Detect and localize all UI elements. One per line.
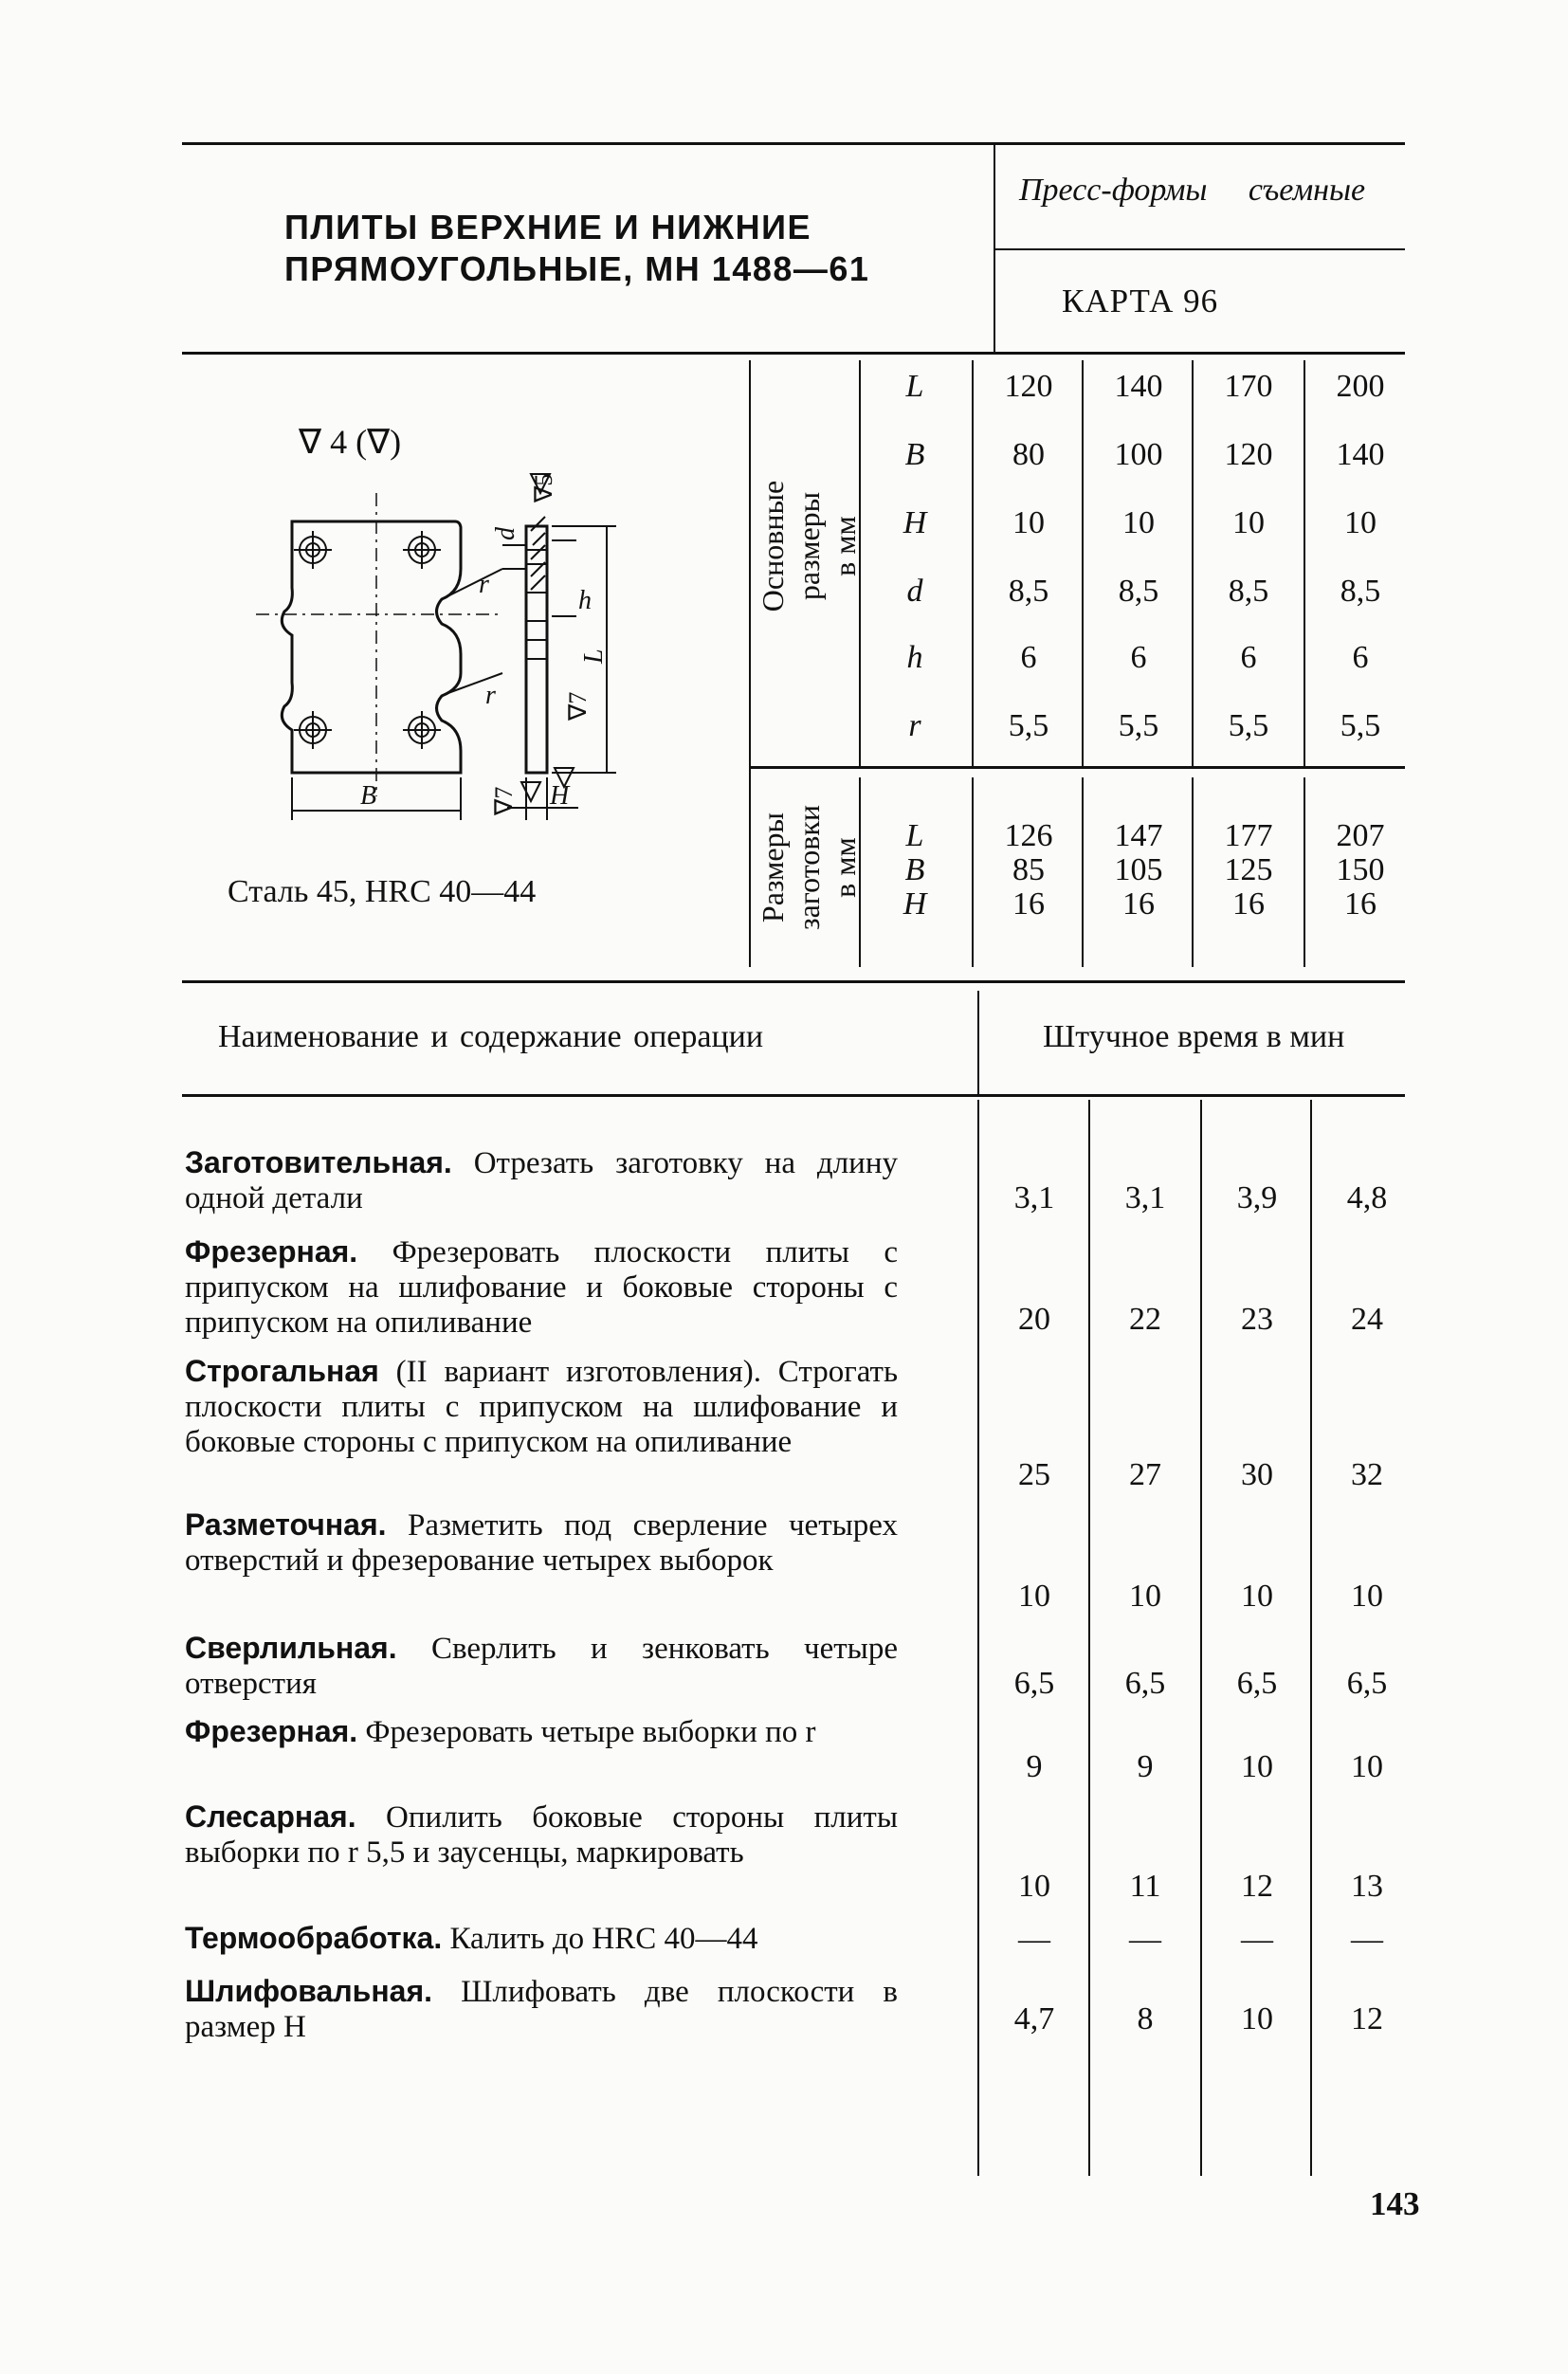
- operation-text: Разметить под сверление четырех отверстий и фрезерование четырех выборок: [185, 1508, 898, 1578]
- operation-name: Сверлильная.: [185, 1631, 397, 1665]
- operation-time: 10: [1241, 2001, 1273, 2036]
- dim-table-separator: [749, 766, 1405, 769]
- blank-table-col2-rule: [1082, 777, 1084, 967]
- operation-time: 32: [1351, 1457, 1383, 1492]
- ops-header-right: Штучное время в мин: [1043, 1019, 1345, 1054]
- blank-value: 177: [1224, 818, 1273, 853]
- operation-time: 27: [1129, 1457, 1161, 1492]
- page-title: [284, 207, 891, 290]
- ops-header-divider: [977, 991, 979, 1095]
- dim-value: 5,5: [1228, 708, 1269, 743]
- operation-time: 10: [1018, 1869, 1050, 1904]
- blank-value: 125: [1224, 852, 1273, 887]
- operation-description: [185, 1507, 898, 1579]
- operation-time: 10: [1241, 1749, 1273, 1784]
- dim-value: 100: [1114, 437, 1163, 472]
- ops-col-rule-4: [1310, 1100, 1312, 2176]
- blank-table-col3-rule: [1192, 777, 1194, 967]
- dim-value: 140: [1114, 369, 1163, 404]
- card-label: КАРТА 96: [1062, 283, 1219, 320]
- header-divider-horizontal: [995, 248, 1405, 250]
- operation-time: 12: [1351, 2001, 1383, 2036]
- dim-table-col4-rule: [1304, 360, 1305, 766]
- operation-text: Калить до HRC 40—44: [442, 1922, 758, 1956]
- ops-col-rule-2: [1088, 1100, 1090, 2176]
- dim-group-label-3: в мм: [828, 516, 862, 576]
- dim-value: 10: [1012, 505, 1045, 540]
- operation-time: 30: [1241, 1457, 1273, 1492]
- operation-time: 10: [1018, 1579, 1050, 1614]
- operation-time: 9: [1026, 1749, 1043, 1784]
- dim-value: 8,5: [1340, 574, 1381, 609]
- dim-value: 10: [1122, 505, 1155, 540]
- operation-time: 6,5: [1236, 1666, 1278, 1701]
- roughness-delta7-bottom: ∇7: [490, 786, 518, 815]
- dim-symbol: H: [903, 505, 927, 540]
- operation-time: 23: [1241, 1302, 1273, 1337]
- operation-name: Фрезерная.: [185, 1234, 358, 1269]
- roughness-mark: ∇ 4 (∇): [299, 423, 402, 461]
- blank-group-label-3: в мм: [828, 837, 862, 898]
- operation-time: 13: [1351, 1869, 1383, 1904]
- roughness-delta5: ∇5: [530, 473, 557, 502]
- operation-name: Заготовительная.: [185, 1145, 452, 1179]
- dim-symbol: d: [906, 574, 923, 609]
- dim-group-label-1: Основные: [756, 480, 790, 612]
- operation-time: —: [1129, 1922, 1161, 1957]
- operation-time: 3,9: [1236, 1180, 1278, 1215]
- dim-value: 80: [1012, 437, 1045, 472]
- dim-label-r2: r: [485, 681, 496, 710]
- dim-value: 5,5: [1340, 708, 1381, 743]
- operation-text: Фрезеровать четыре выборки по r: [357, 1715, 816, 1749]
- ops-header-left: Наименование и содержание операции: [218, 1019, 764, 1054]
- blank-value: 150: [1336, 852, 1385, 887]
- operation-name: Фрезерная.: [185, 1714, 358, 1748]
- operation-time: 25: [1018, 1457, 1050, 1492]
- operation-description: [185, 1974, 898, 2045]
- blank-group-label-1: Размеры: [756, 812, 790, 923]
- blank-value: 85: [1012, 852, 1045, 887]
- operation-time: —: [1351, 1922, 1383, 1957]
- blank-value: 16: [1232, 886, 1265, 922]
- dim-table-col1-rule: [972, 360, 974, 766]
- operation-text: Фрезеровать плоскости плиты с припуском на шлифование и боковые стороны с припуском на опиливание: [185, 1235, 898, 1340]
- operation-description: [185, 1714, 898, 1750]
- title-line-2: ПРЯМОУГОЛЬНЫЕ, МН 1488—61: [284, 249, 870, 288]
- operation-time: 6,5: [1346, 1666, 1388, 1701]
- dim-symbol: r: [908, 708, 921, 743]
- dim-value: 10: [1232, 505, 1265, 540]
- operation-time: 20: [1018, 1302, 1050, 1337]
- dim-value: 5,5: [1008, 708, 1049, 743]
- category-label: Пресс-формы съемные: [1019, 173, 1366, 208]
- dim-value: 6: [1240, 640, 1257, 675]
- operation-name: Термообработка.: [185, 1921, 443, 1955]
- dim-label-L: L: [579, 648, 609, 664]
- operation-time: 22: [1129, 1302, 1161, 1337]
- operation-description: [185, 1145, 898, 1216]
- operation-time: 10: [1351, 1579, 1383, 1614]
- dim-value: 6: [1130, 640, 1147, 675]
- dim-table-col3-rule: [1192, 360, 1194, 766]
- operation-description: [185, 1799, 898, 1871]
- blank-group-label-2: заготовки: [792, 804, 826, 931]
- blank-value: 207: [1336, 818, 1385, 853]
- operation-name: Строгальная: [185, 1354, 379, 1388]
- blank-value: 147: [1114, 818, 1163, 853]
- operation-text: (II вариант изготовления). Строгать плоскости плиты с припуском на шлифование и боковые стороны с припуском на опиливание: [185, 1355, 898, 1459]
- blank-table-col4-rule: [1304, 777, 1305, 967]
- dim-value: 200: [1336, 369, 1385, 404]
- operation-time: 9: [1137, 1749, 1154, 1784]
- dim-value: 8,5: [1228, 574, 1269, 609]
- operation-time: 10: [1351, 1749, 1383, 1784]
- dim-value: 8,5: [1118, 574, 1159, 609]
- title-line-1: ПЛИТЫ ВЕРХНИЕ И НИЖНИЕ: [284, 208, 811, 247]
- operation-description: [185, 1921, 898, 1957]
- blank-value: 126: [1004, 818, 1053, 853]
- operation-time: 4,8: [1346, 1180, 1388, 1215]
- blank-table-col1-rule: [972, 777, 974, 967]
- operation-time: 10: [1241, 1579, 1273, 1614]
- blank-value: 16: [1012, 886, 1045, 922]
- operation-time: 10: [1129, 1579, 1161, 1614]
- dim-value: 120: [1224, 437, 1273, 472]
- blank-value: 105: [1114, 852, 1163, 887]
- operation-description: [185, 1354, 898, 1460]
- blank-value: 16: [1344, 886, 1377, 922]
- operation-name: Слесарная.: [185, 1799, 356, 1834]
- operation-description: [185, 1631, 898, 1702]
- operation-name: Шлифовальная.: [185, 1974, 433, 2008]
- roughness-delta7-right: ∇7: [564, 691, 592, 721]
- dim-value: 6: [1352, 640, 1369, 675]
- operation-text: Опилить боковые стороны плиты выборки по r 5,5 и заусенцы, маркировать: [185, 1800, 898, 1870]
- dim-table-col2-rule: [1082, 360, 1084, 766]
- part-drawing: [218, 398, 749, 872]
- operation-time: 6,5: [1124, 1666, 1166, 1701]
- operation-text: Шлифовать две плоскости в размер H: [185, 1975, 898, 2044]
- operation-description: [185, 1234, 898, 1341]
- dim-value: 120: [1004, 369, 1053, 404]
- dim-label-B: B: [360, 781, 377, 811]
- blank-symbol: H: [903, 886, 927, 922]
- dim-symbol: B: [904, 437, 925, 472]
- operation-time: 8: [1137, 2001, 1154, 2036]
- dim-value: 10: [1344, 505, 1377, 540]
- blank-value: 16: [1122, 886, 1155, 922]
- ops-col-rule-1: [977, 1100, 979, 2176]
- operation-name: Разметочная.: [185, 1507, 387, 1542]
- dim-symbol: h: [906, 640, 923, 675]
- material-spec: Сталь 45, HRC 40—44: [228, 874, 537, 909]
- top-rule: [182, 142, 1405, 145]
- operation-time: 6,5: [1013, 1666, 1055, 1701]
- operation-text: Отрезать заготовку на длину одной детали: [185, 1146, 898, 1215]
- page-number: 143: [1370, 2185, 1420, 2222]
- operation-text: Сверлить и зенковать четыре отверстия: [185, 1632, 898, 1701]
- operation-time: 11: [1129, 1869, 1161, 1904]
- dim-label-r1: r: [479, 570, 489, 599]
- dim-label-d: d: [491, 527, 520, 540]
- operation-time: 4,7: [1013, 2001, 1055, 2036]
- operation-time: —: [1018, 1922, 1050, 1957]
- dim-table-left-rule: [749, 360, 751, 967]
- dim-group-label-2: размеры: [792, 491, 826, 601]
- dim-value: 5,5: [1118, 708, 1159, 743]
- dim-value: 140: [1336, 437, 1385, 472]
- dim-value: 6: [1020, 640, 1037, 675]
- blank-symbol: B: [904, 852, 925, 887]
- operation-time: 3,1: [1013, 1180, 1055, 1215]
- ops-header-bottom-rule: [182, 1094, 1405, 1097]
- dim-value: 170: [1224, 369, 1273, 404]
- dim-table-bottom-rule: [182, 980, 1405, 983]
- dim-label-h: h: [578, 586, 592, 615]
- operation-time: 12: [1241, 1869, 1273, 1904]
- ops-col-rule-3: [1200, 1100, 1202, 2176]
- dim-symbol: L: [905, 369, 924, 404]
- header-bottom-rule: [182, 352, 1405, 355]
- dim-value: 8,5: [1008, 574, 1049, 609]
- operation-time: —: [1241, 1922, 1273, 1957]
- operation-time: 3,1: [1124, 1180, 1166, 1215]
- operation-time: 24: [1351, 1302, 1383, 1337]
- dim-label-H: H: [550, 781, 570, 811]
- blank-symbol: L: [905, 818, 924, 853]
